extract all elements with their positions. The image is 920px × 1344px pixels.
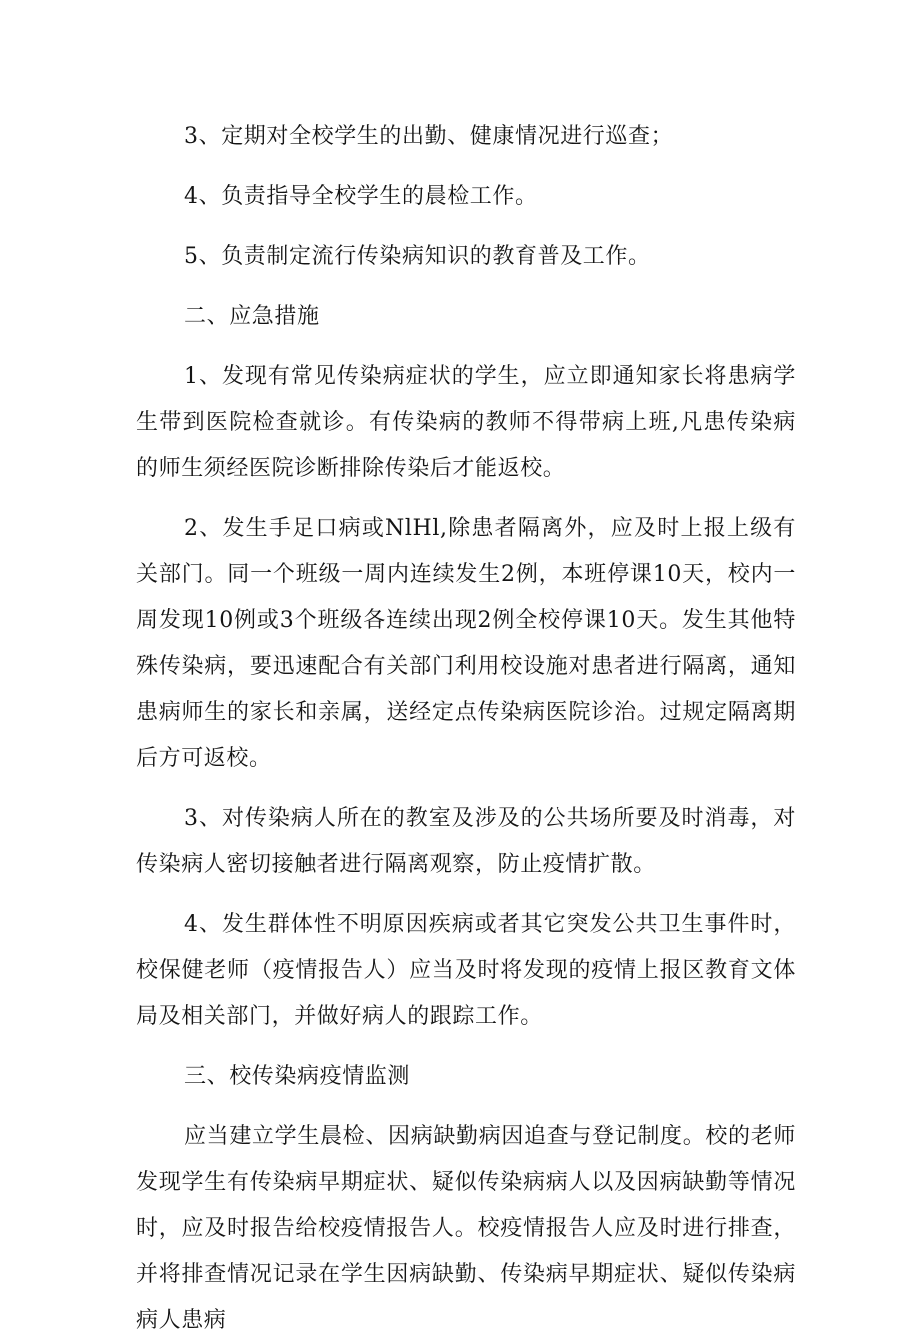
section-heading-emergency-measures: 二、应急措施 <box>184 304 320 329</box>
paragraph-measure-2: 2、发生手足口病或NlHl,除患者隔离外，应及时上报上级有关部门。同一个班级一周内连续发生2例，本班停课10天，校内一周发现10例或3个班级各连续出现2例全校停课10天。发生其他特殊传染病，要迅速配合有关部门利用校设施对患者进行隔离，通知患病师生的家长和亲属，送经定点传染病医院诊治。过规定隔离期后方可返校。 <box>136 516 796 771</box>
paragraph-duty-3: 3、定期对全校学生的出勤、健康情况进行巡查； <box>184 124 674 149</box>
document-body <box>136 114 796 1344</box>
paragraph-duty-5: 5、负责制定流行传染病知识的教育普及工作。 <box>184 244 651 269</box>
paragraph-duty-4: 4、负责指导全校学生的晨检工作。 <box>184 184 538 209</box>
section-heading-epidemic-monitoring: 三、校传染病疫情监测 <box>184 1064 411 1089</box>
paragraph-monitoring: 应当建立学生晨检、因病缺勤病因追查与登记制度。校的老师发现学生有传染病早期症状、疑似传染病病人以及因病缺勤等情况时，应及时报告给校疫情报告人。校疫情报告人应及时进行排查，并将排查情况记录在学生因病缺勤、传染病早期症状、疑似传染病病人患病 <box>136 1124 796 1333</box>
paragraph-measure-4: 4、发生群体性不明原因疾病或者其它突发公共卫生事件时，校保健老师（疫情报告人）应当及时将发现的疫情上报区教育文体局及相关部门，并做好病人的跟踪工作。 <box>136 912 796 1029</box>
paragraph-measure-3: 3、对传染病人所在的教室及涉及的公共场所要及时消毒，对传染病人密切接触者进行隔离观察，防止疫情扩散。 <box>136 806 796 877</box>
paragraph-measure-1: 1、发现有常见传染病症状的学生，应立即通知家长将患病学生带到医院检查就诊。有传染病的教师不得带病上班,凡患传染病的师生须经医院诊断排除传染后才能返校。 <box>136 364 796 481</box>
